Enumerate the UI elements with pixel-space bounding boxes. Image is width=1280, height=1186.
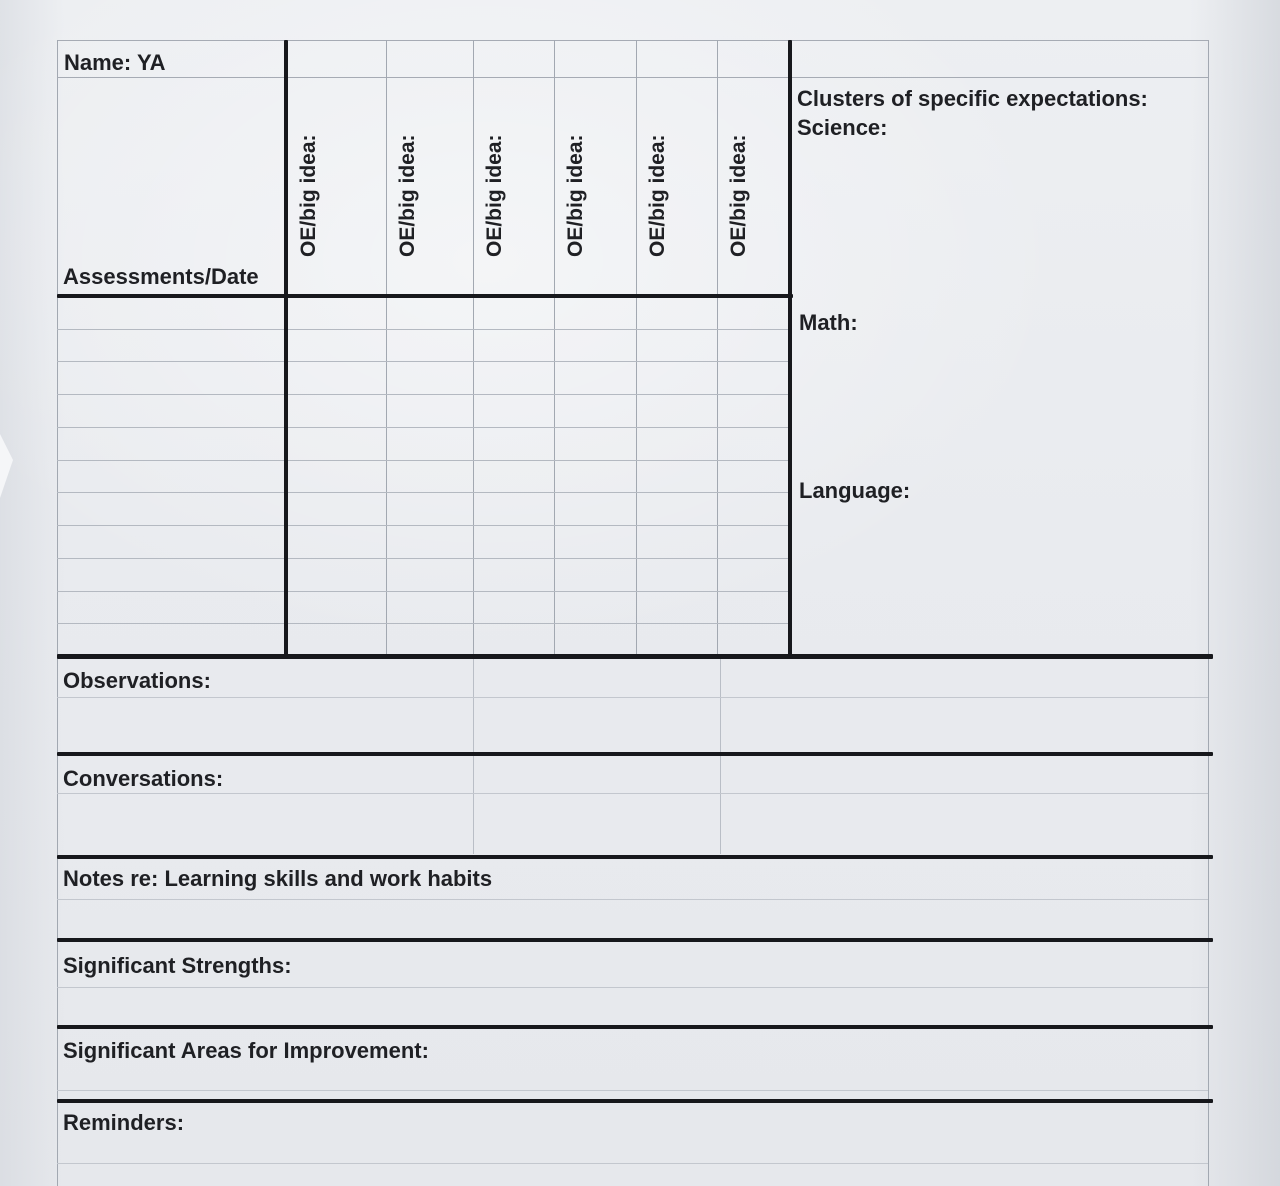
oe-big-idea-column-header: OE/big idea: [564, 134, 587, 257]
math-label: Math: [799, 310, 858, 335]
significant-areas-improvement-section-label: Significant Areas for Improvement: [63, 1038, 429, 1063]
oe-big-idea-column-header: OE/big idea: [646, 134, 669, 257]
oe-big-idea-column-header: OE/big idea: [483, 134, 506, 257]
oe-big-idea-column-header: OE/big idea: [396, 134, 419, 257]
observations-section-label: Observations: [63, 668, 211, 693]
significant-strengths-section-label: Significant Strengths: [63, 953, 292, 978]
science-label: Science: [797, 115, 888, 140]
oe-big-idea-column-header: OE/big idea: [297, 134, 320, 257]
student-name-label: Name: YA [64, 50, 166, 75]
reminders-section-label: Reminders: [63, 1110, 185, 1135]
clusters-heading-line: Clusters of specific expectations: [797, 86, 1148, 111]
conversations-section-label: Conversations: [63, 766, 224, 791]
clusters-expectations-heading [797, 84, 1148, 142]
assessments-date-label: Assessments/Date [63, 264, 259, 289]
language-label: Language: [799, 478, 911, 503]
notes-learning-skills-section-label: Notes re: Learning skills and work habits [63, 866, 493, 891]
oe-big-idea-column-header: OE/big idea: [727, 134, 750, 257]
